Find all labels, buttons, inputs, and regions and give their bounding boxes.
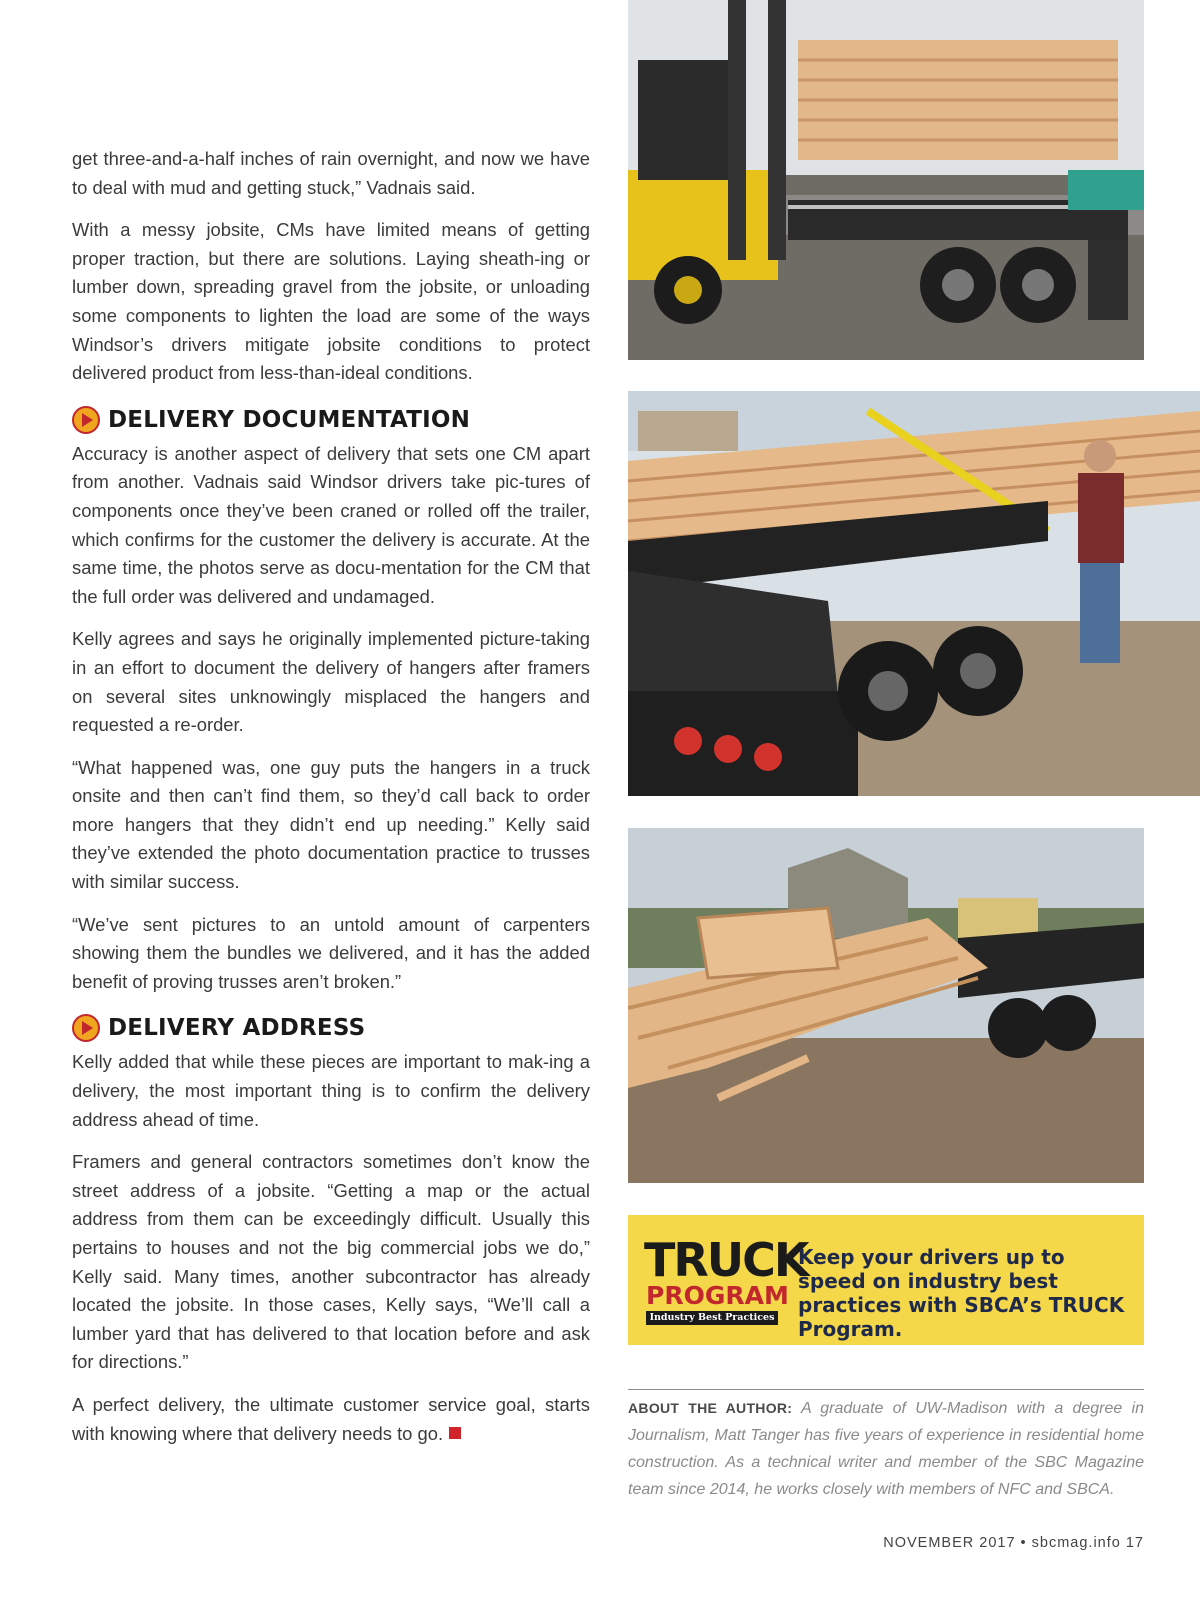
section-heading <box>72 1014 590 1042</box>
paragraph: Kelly added that while these pieces are important to mak-ing a delivery, the most important thing is to confirm the delivery address ahead of time. <box>72 1051 590 1130</box>
author-bio: A graduate of UW-Madison with a degree in Journalism, Matt Tanger has five years of experience in residential home construction. As a technical writer and member of the SBC Magazine team since 2014, he works closely with members of NFC and SBCA. <box>628 1400 1145 1498</box>
play-bullet-icon <box>72 406 100 434</box>
logo-tagline: Industry Best Practices <box>646 1311 778 1325</box>
section-heading <box>72 406 590 434</box>
paragraph: Framers and general contractors sometimes don’t know the street address of a jobsite. “Getting a map or the actual address from them can be exceedingly difficult. Usually this pertains to houses and not the big commercial jobs we do,” Kelly said. Many times, another subcontractor has already located the jobsite. In those cases, Kelly says, “We’ll call a lumber yard that has delivered to that location before and ask for directions.” <box>72 1151 590 1373</box>
photo-forklift-lumber <box>628 0 1144 360</box>
divider <box>628 1389 1144 1390</box>
truck-program-banner[interactable] <box>628 1215 1144 1345</box>
truck-program-logo <box>644 1233 808 1333</box>
photo-trusses-jobsite <box>628 828 1144 1183</box>
paragraph: With a messy jobsite, CMs have limited means of getting proper traction, but there are solutions. Laying sheath-ing or lumber down, spreading gravel from the jobsite, or unloading some components to lighten the load are some of the ways Windsor’s drivers mitigate jobsite conditions to protect delivered product from less-than-ideal conditions. <box>72 219 590 384</box>
paragraph-text: A perfect delivery, the ultimate customer service goal, starts with knowing where that delivery needs to go. <box>72 1393 590 1444</box>
paragraph: Accuracy is another aspect of delivery that sets one CM apart from another. Vadnais said Windsor drivers take pic-tures of components once they’ve been craned or rolled off the trailer, which confirms for the customer the delivery is accurate. At the same time, the photos serve as docu-mentation for the CM that the full order was delivered and undamaged. <box>72 442 590 607</box>
play-bullet-icon <box>72 1014 100 1042</box>
logo-truck-text: TRUCK <box>644 1233 808 1287</box>
page-footer: NOVEMBER 2017 • sbcmag.info 17 <box>883 1535 1144 1551</box>
banner-text: Keep your drivers up to speed on industry best practices with SBCA’s TRUCK Program. <box>798 1245 1125 1341</box>
heading-delivery-documentation: DELIVERY DOCUMENTATION <box>108 406 471 433</box>
paragraph-final <box>72 1391 590 1448</box>
end-mark-icon <box>449 1427 461 1439</box>
logo-program-text: PROGRAM <box>646 1281 789 1310</box>
heading-delivery-address: DELIVERY ADDRESS <box>108 1015 366 1042</box>
paragraph: get three-and-a-half inches of rain overnight, and now we have to deal with mud and getting stuck,” Vadnais said. <box>72 148 590 198</box>
about-the-author <box>628 1395 1144 1503</box>
paragraph: “We’ve sent pictures to an untold amount of carpenters showing them the bundles we delivered, and it has the added benefit of proving trusses aren’t broken.” <box>72 913 590 992</box>
article-column <box>72 145 590 1462</box>
photo-driver-securing-load <box>628 391 1200 796</box>
paragraph: Kelly agrees and says he originally implemented picture-taking in an effort to document the delivery of hangers after framers on several sites unknowingly misplaced the hangers and requested a re-order. <box>72 628 590 736</box>
author-label: ABOUT THE AUTHOR: <box>628 1400 793 1416</box>
paragraph: “What happened was, one guy puts the hangers in a truck onsite and then can’t find them, so they’d call back to order more hangers that they didn’t end up needing.” Kelly said they’ve extended the photo documentation practice to trusses with similar success. <box>72 756 590 893</box>
